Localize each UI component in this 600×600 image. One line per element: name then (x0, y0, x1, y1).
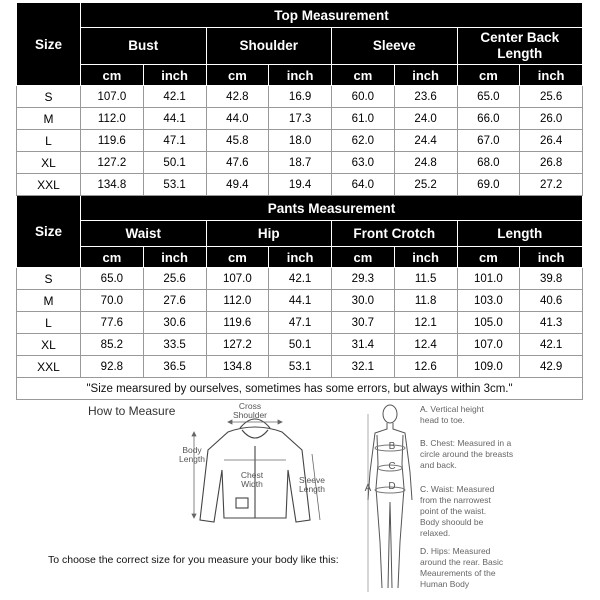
unit-cell: inch (394, 247, 457, 268)
unit-cell: inch (520, 65, 583, 86)
value-cell: 18.7 (269, 152, 332, 174)
value-cell: 19.4 (269, 174, 332, 196)
value-cell: 12.1 (394, 312, 457, 334)
pants-category-hip: Hip (206, 221, 332, 247)
figure-note-text: Waist: Measured from the narrowest point of the waist. Body shoould be relaxed. (420, 484, 495, 538)
sleeve-length-label: Sleeve Length (299, 475, 325, 494)
top-category-shoulder: Shoulder (206, 28, 332, 65)
unit-cell: inch (269, 65, 332, 86)
unit-cell: cm (332, 247, 395, 268)
value-cell: 50.1 (143, 152, 206, 174)
figure-note-text: Hips: Measured around the rear. Basic Meaurements of the Human Body (420, 546, 504, 589)
top-measurement-table (16, 2, 583, 400)
pants-measurement-title: Pants Measurement (81, 196, 583, 221)
table-row (17, 268, 583, 290)
size-cell: S (17, 268, 81, 290)
unit-cell: inch (269, 247, 332, 268)
table-row (17, 152, 583, 174)
value-cell: 49.4 (206, 174, 269, 196)
value-cell: 25.2 (394, 174, 457, 196)
value-cell: 11.5 (394, 268, 457, 290)
top-measurement-title: Top Measurement (81, 3, 583, 28)
value-cell: 53.1 (269, 356, 332, 378)
value-cell: 62.0 (332, 130, 395, 152)
value-cell: 24.4 (394, 130, 457, 152)
top-category-sleeve: Sleeve (332, 28, 458, 65)
how-to-measure-title: How to Measure (88, 404, 176, 418)
value-cell: 42.8 (206, 86, 269, 108)
top-size-header: Size (17, 3, 81, 86)
pants-category-waist: Waist (81, 221, 207, 247)
measure-instruction: To choose the correct size for you measure your body like this: (48, 554, 339, 566)
table-row (17, 86, 583, 108)
value-cell: 12.6 (394, 356, 457, 378)
value-cell: 107.0 (206, 268, 269, 290)
value-cell: 12.4 (394, 334, 457, 356)
table-row (17, 130, 583, 152)
value-cell: 65.0 (457, 86, 520, 108)
size-cell: M (17, 290, 81, 312)
marker-c: C (388, 461, 396, 472)
value-cell: 67.0 (457, 130, 520, 152)
value-cell: 40.6 (520, 290, 583, 312)
value-cell: 17.3 (269, 108, 332, 130)
value-cell: 16.9 (269, 86, 332, 108)
table-row (17, 174, 583, 196)
chest-width-label: Chest Width (240, 470, 264, 489)
value-cell: 66.0 (457, 108, 520, 130)
top-category-bust: Bust (81, 28, 207, 65)
figure-note-b (420, 438, 520, 471)
value-cell: 26.0 (520, 108, 583, 130)
unit-cell: cm (332, 65, 395, 86)
unit-cell: cm (206, 247, 269, 268)
value-cell: 109.0 (457, 356, 520, 378)
pants-category-front-crotch: Front Crotch (332, 221, 458, 247)
value-cell: 64.0 (332, 174, 395, 196)
unit-cell: cm (457, 65, 520, 86)
size-cell: S (17, 86, 81, 108)
value-cell: 127.2 (81, 152, 144, 174)
value-cell: 25.6 (143, 268, 206, 290)
value-cell: 61.0 (332, 108, 395, 130)
value-cell: 42.9 (520, 356, 583, 378)
value-cell: 39.8 (520, 268, 583, 290)
value-cell: 68.0 (457, 152, 520, 174)
value-cell: 30.0 (332, 290, 395, 312)
cross-shoulder-label: Cross Shoulder (232, 401, 268, 420)
size-chart (16, 2, 582, 400)
unit-cell: inch (520, 247, 583, 268)
value-cell: 69.0 (457, 174, 520, 196)
table-row (17, 108, 583, 130)
value-cell: 44.0 (206, 108, 269, 130)
value-cell: 32.1 (332, 356, 395, 378)
body-figure-diagram (360, 402, 420, 598)
figure-note-key: B. (420, 438, 429, 448)
value-cell: 41.3 (520, 312, 583, 334)
pants-category-length: Length (457, 221, 583, 247)
figure-note-key: D. (420, 546, 429, 556)
value-cell: 70.0 (81, 290, 144, 312)
value-cell: 29.3 (332, 268, 395, 290)
value-cell: 60.0 (332, 86, 395, 108)
pants-unit-row (17, 247, 583, 268)
body-length-label: Body Length (179, 445, 205, 464)
size-note: "Size mearsured by ourselves, sometimes has some errors, but always within 3cm." (17, 378, 583, 400)
marker-a: A (364, 483, 372, 494)
value-cell: 44.1 (143, 108, 206, 130)
value-cell: 112.0 (81, 108, 144, 130)
value-cell: 30.6 (143, 312, 206, 334)
value-cell: 18.0 (269, 130, 332, 152)
value-cell: 77.6 (81, 312, 144, 334)
size-cell: XXL (17, 174, 81, 196)
unit-cell: inch (143, 247, 206, 268)
value-cell: 63.0 (332, 152, 395, 174)
value-cell: 119.6 (206, 312, 269, 334)
value-cell: 36.5 (143, 356, 206, 378)
value-cell: 50.1 (269, 334, 332, 356)
value-cell: 24.8 (394, 152, 457, 174)
value-cell: 33.5 (143, 334, 206, 356)
value-cell: 119.6 (81, 130, 144, 152)
value-cell: 105.0 (457, 312, 520, 334)
figure-note-a (420, 404, 500, 426)
table-row (17, 312, 583, 334)
value-cell: 65.0 (81, 268, 144, 290)
value-cell: 47.1 (269, 312, 332, 334)
top-category-center-back-length: Center Back Length (457, 28, 583, 65)
unit-cell: cm (81, 65, 144, 86)
value-cell: 42.1 (143, 86, 206, 108)
unit-cell: cm (457, 247, 520, 268)
value-cell: 47.1 (143, 130, 206, 152)
table-row (17, 334, 583, 356)
value-cell: 30.7 (332, 312, 395, 334)
size-cell: L (17, 130, 81, 152)
unit-cell: cm (206, 65, 269, 86)
size-cell: XL (17, 152, 81, 174)
value-cell: 24.0 (394, 108, 457, 130)
unit-cell: cm (81, 247, 144, 268)
figure-note-text: Vertical height head to toe. (420, 404, 484, 425)
value-cell: 26.4 (520, 130, 583, 152)
value-cell: 23.6 (394, 86, 457, 108)
marker-b: B (388, 441, 396, 452)
value-cell: 103.0 (457, 290, 520, 312)
value-cell: 47.6 (206, 152, 269, 174)
value-cell: 27.2 (520, 174, 583, 196)
size-cell: XXL (17, 356, 81, 378)
value-cell: 112.0 (206, 290, 269, 312)
value-cell: 92.8 (81, 356, 144, 378)
value-cell: 26.8 (520, 152, 583, 174)
figure-note-d (420, 546, 516, 590)
value-cell: 11.8 (394, 290, 457, 312)
value-cell: 31.4 (332, 334, 395, 356)
value-cell: 85.2 (81, 334, 144, 356)
table-row (17, 356, 583, 378)
value-cell: 134.8 (206, 356, 269, 378)
unit-cell: inch (394, 65, 457, 86)
value-cell: 25.6 (520, 86, 583, 108)
value-cell: 42.1 (269, 268, 332, 290)
value-cell: 134.8 (81, 174, 144, 196)
size-cell: M (17, 108, 81, 130)
figure-note-key: C. (420, 484, 429, 494)
value-cell: 42.1 (520, 334, 583, 356)
top-unit-row (17, 65, 583, 86)
marker-d: D (388, 481, 396, 492)
pants-size-header: Size (17, 196, 81, 268)
figure-note-text: Chest: Measured in a circle around the breasts and back. (420, 438, 514, 470)
how-to-measure-section (0, 392, 600, 600)
figure-note-c (420, 484, 502, 539)
value-cell: 127.2 (206, 334, 269, 356)
value-cell: 45.8 (206, 130, 269, 152)
value-cell: 107.0 (457, 334, 520, 356)
unit-cell: inch (143, 65, 206, 86)
value-cell: 101.0 (457, 268, 520, 290)
size-cell: L (17, 312, 81, 334)
value-cell: 44.1 (269, 290, 332, 312)
figure-note-key: A. (420, 404, 429, 414)
size-cell: XL (17, 334, 81, 356)
value-cell: 53.1 (143, 174, 206, 196)
value-cell: 27.6 (143, 290, 206, 312)
table-row (17, 290, 583, 312)
value-cell: 107.0 (81, 86, 144, 108)
